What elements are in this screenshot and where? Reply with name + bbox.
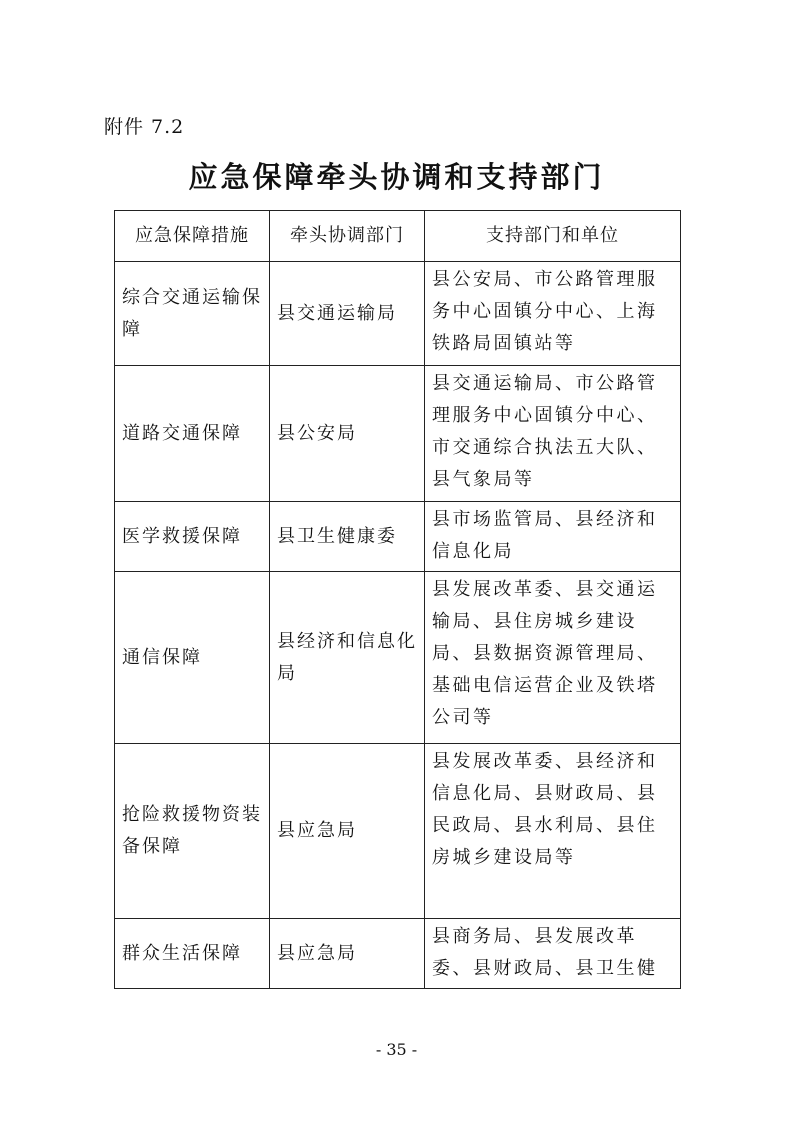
table-row — [115, 502, 681, 572]
cell-measure: 医学救援保障 — [115, 502, 270, 572]
cell-lead: 县公安局 — [270, 366, 425, 502]
cell-measure: 通信保障 — [115, 572, 270, 744]
cell-measure: 群众生活保障 — [115, 919, 270, 989]
cell-lead: 县经济和信息化局 — [270, 572, 425, 744]
attachment-label: 附件 7.2 — [104, 116, 185, 138]
table-row — [115, 366, 681, 502]
cell-support: 县发展改革委、县交通运输局、县住房城乡建设局、县数据资源管理局、基础电信运营企业及铁塔公司等 — [425, 572, 681, 744]
cell-measure: 抢险救援物资装备保障 — [115, 744, 270, 919]
table-row — [115, 919, 681, 989]
cell-support: 县交通运输局、市公路管理服务中心固镇分中心、市交通综合执法五大队、县气象局等 — [425, 366, 681, 502]
table-row — [115, 262, 681, 366]
cell-support: 县市场监管局、县经济和信息化局 — [425, 502, 681, 572]
document-title: 应急保障牵头协调和支持部门 — [188, 160, 605, 194]
cell-lead: 县交通运输局 — [270, 262, 425, 366]
cell-measure: 道路交通保障 — [115, 366, 270, 502]
table-header-row — [115, 211, 681, 262]
header-lead: 牵头协调部门 — [270, 211, 425, 262]
cell-measure: 综合交通运输保障 — [115, 262, 270, 366]
cell-support: 县公安局、市公路管理服务中心固镇分中心、上海铁路局固镇站等 — [425, 262, 681, 366]
header-support: 支持部门和单位 — [425, 211, 681, 262]
cell-support: 县发展改革委、县经济和信息化局、县财政局、县民政局、县水利局、县住房城乡建设局等 — [425, 744, 681, 919]
cell-lead: 县卫生健康委 — [270, 502, 425, 572]
cell-lead: 县应急局 — [270, 919, 425, 989]
support-departments-table — [114, 210, 681, 989]
table-row — [115, 744, 681, 919]
cell-lead: 县应急局 — [270, 744, 425, 919]
table-row — [115, 572, 681, 744]
cell-support: 县商务局、县发展改革委、县财政局、县卫生健 — [425, 919, 681, 989]
page-number: - 35 - — [375, 1040, 418, 1059]
header-measure: 应急保障措施 — [115, 211, 270, 262]
